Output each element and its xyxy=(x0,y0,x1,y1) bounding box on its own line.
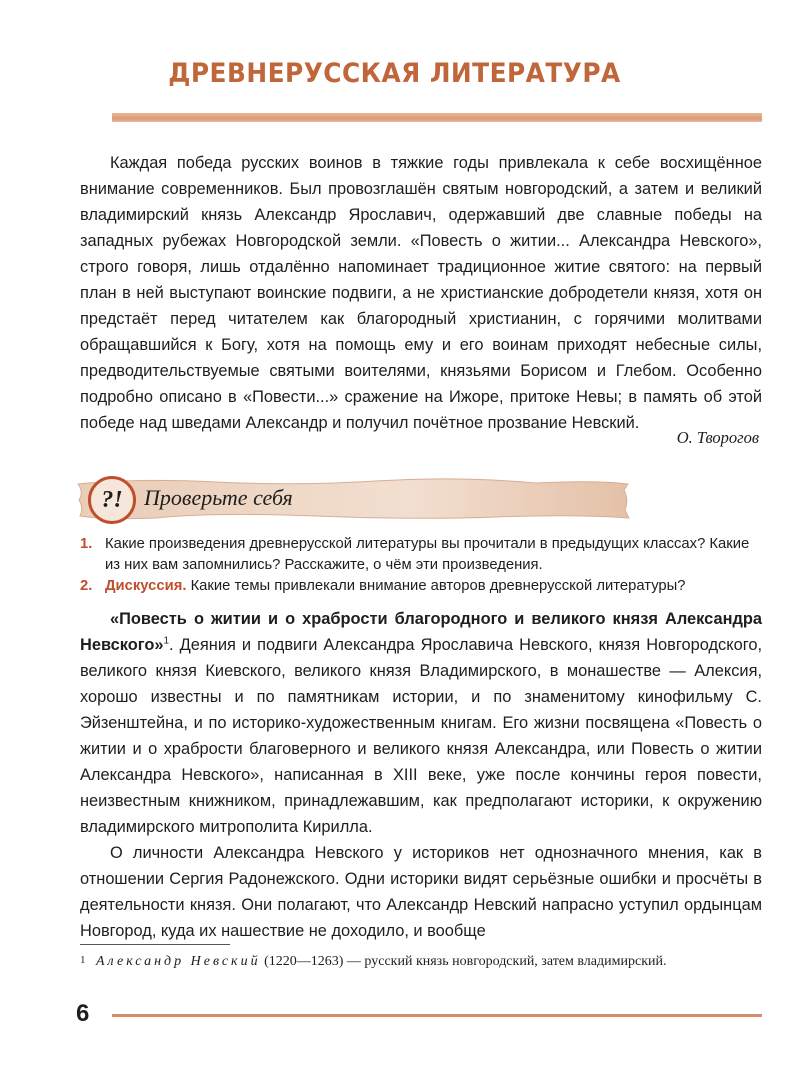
question-text: Какие произведения древнерусской литературы вы прочитали в предыдущих классах? Какие из них вам запомнились? Расскажите, о чём эти произведения. xyxy=(105,536,750,573)
footnote-reference: 1 xyxy=(163,635,170,647)
story-title-bold: «Повесть о житии и о храбрости благородного и великого князя Александра Невского» xyxy=(80,610,762,654)
header-divider xyxy=(112,113,762,122)
section-heading: Проверьте себя xyxy=(144,485,293,510)
question-number: 2. xyxy=(80,578,93,594)
question-keyword: Дискуссия. xyxy=(105,578,187,594)
question-number: 1. xyxy=(80,536,93,552)
main-paragraph-1 xyxy=(80,606,762,840)
page-title: ДРЕВНЕРУССКАЯ ЛИТЕРАТУРА xyxy=(168,58,621,89)
questions-list xyxy=(80,534,762,597)
main-text xyxy=(80,606,762,944)
footnote-divider xyxy=(80,944,230,945)
question-text: Какие темы привлекали внимание авторов древнерусской литературы? xyxy=(190,578,686,594)
question-item xyxy=(80,534,762,576)
check-yourself-banner xyxy=(76,474,632,524)
footnote-name: Александр Невский xyxy=(96,954,261,969)
footnote-mark: 1 xyxy=(80,954,86,966)
paragraph-body: . Деяния и подвиги Александра Ярославича Невского, князя Новгородского, великого князя Киевского, великого князя Владимирского, в монашестве — Алексия, хорошо известны и по памятникам истории, и по знаменитому кинофильму С. Эйзенштейна, и по историко-художественным книгам. Его жизни посвящена «Повесть о житии и о храбрости благоверного и великого князя Александра, или Повесть о житии Александра Невского», написанная в XIII веке, уже после кончины героя повести, неизвестным книжником, принадлежавшим, как предполагают историки, к окружению владимирского митрополита Кирилла. xyxy=(80,636,762,836)
footnote-text: (1220—1263) — русский князь новгородский, затем владимирский. xyxy=(264,954,667,969)
page-number: 6 xyxy=(76,1000,90,1027)
intro-paragraph: Каждая победа русских воинов в тяжкие годы привлекала к себе восхищённое внимание современников. Был провозглашён святым новгородский, а затем и великий владимирский князь Александр Ярославич, одержавший две славные победы на западных рубежах Новгородской земли. «Повесть о житии... Александра Невского», строго говоря, лишь отдалённо напоминает традиционное житие святого: на первый план в ней выступают воинские подвиги, а не христианские добродетели князя, хотя он предстаёт перед читателем как благородный христианин, с горячими молитвами обращавшийся к Богу, хотя на помощь ему и его воинам приходят небесные силы, предводительствуемые святыми воителями, князьями Борисом и Глебом. Особенно подробно описано в «Повести...» сражение на Ижоре, притоке Невы; в память об этой победе над шведами Александр и получил почётное прозвание Невский. xyxy=(80,154,762,432)
footer-divider xyxy=(112,1014,762,1017)
footnote xyxy=(80,952,762,972)
question-item xyxy=(80,576,762,597)
question-mark-icon: ?! xyxy=(88,476,136,524)
intro-quote xyxy=(80,150,762,436)
main-paragraph-2: О личности Александра Невского у историков нет однозначного мнения, как в отношении Сергия Радонежского. Одни историки видят серьёзные ошибки и просчёты в деятельности князя. Они полагают, что Александр Невский напрасно уступил ордынцам Новгород, куда их нашествие не доходило, и вообще xyxy=(80,844,762,940)
quote-author: О. Творогов xyxy=(676,428,759,447)
